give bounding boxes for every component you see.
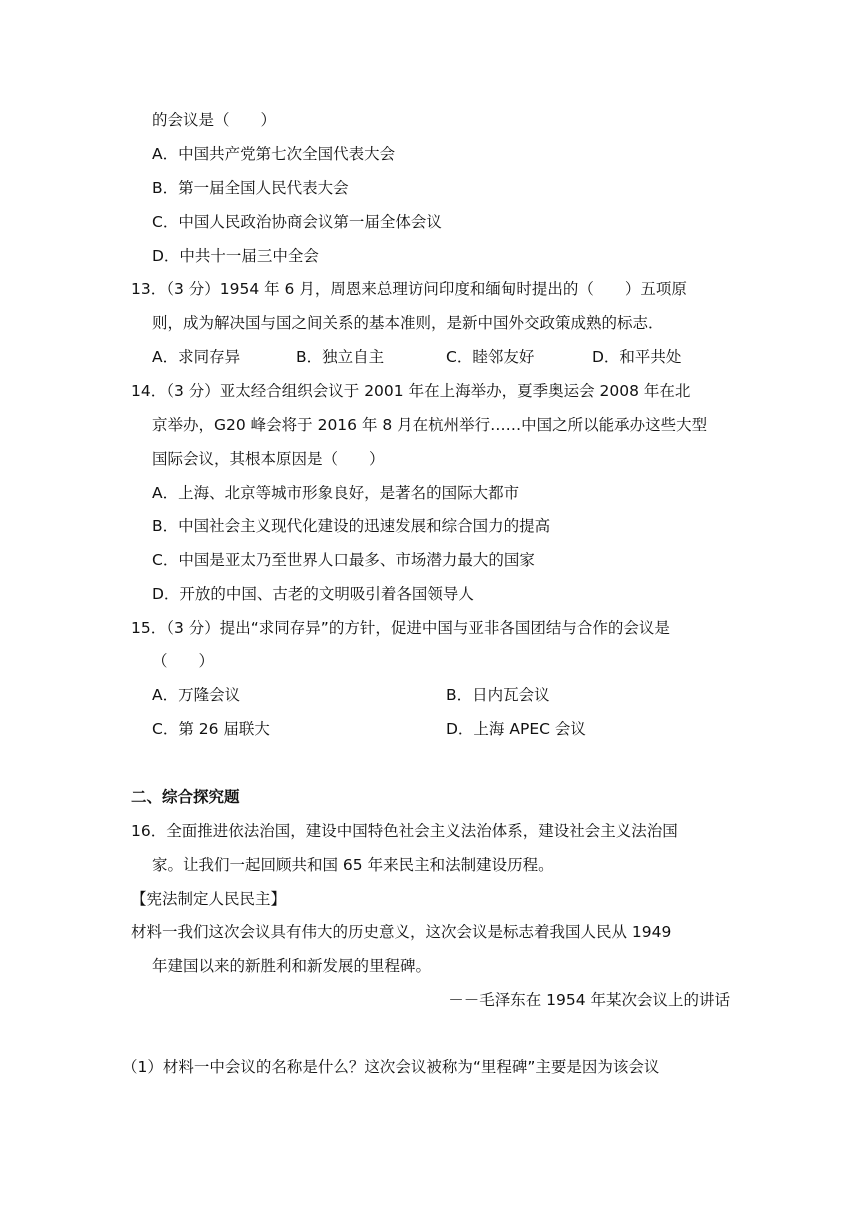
q16-attribution: －－毛泽东在 1954 年某次会议上的讲话 [448, 991, 730, 1009]
q15-option-a: A．万隆会议 [152, 686, 241, 704]
q14-option-b: B．中国社会主义现代化建设的迅速发展和综合国力的提高 [152, 517, 551, 535]
q15-option-b: B．日内瓦会议 [446, 686, 550, 704]
q15-stem-line-1: 15．（3 分）提出“求同存异”的方针，促进中国与亚非各国团结与合作的会议是 [131, 619, 670, 637]
q14-stem-line-2: 京举办，G20 峰会将于 2016 年 8 月在杭州举行……中国之所以能承办这些大型 [152, 416, 708, 434]
q12-option-d: D．中共十一届三中全会 [152, 247, 319, 265]
q12-stem-end: 的会议是（ ） [152, 111, 277, 129]
q16-stem-line-1: 16．全面推进依法治国，建设中国特色社会主义法治体系，建设社会主义法治国 [131, 822, 678, 840]
q12-option-b: B．第一届全国人民代表大会 [152, 179, 349, 197]
q13-option-a: A．求同存异 [152, 348, 241, 366]
q13-option-d: D．和平共处 [592, 348, 682, 366]
section-2-heading: 二、综合探究题 [131, 788, 240, 806]
q13-stem-line-2: 则，成为解决国与国之间关系的基本准则，是新中国外交政策成熟的标志． [152, 314, 664, 332]
q14-stem-line-1: 14．（3 分）亚太经合组织会议于 2001 年在上海举办，夏季奥运会 2008 年在北 [131, 382, 691, 400]
q13-stem-line-1: 13．（3 分）1954 年 6 月，周恩来总理访问印度和缅甸时提出的（ ）五项原 [131, 280, 687, 298]
q12-option-a: A．中国共产党第七次全国代表大会 [152, 145, 396, 163]
q16-material-line-2: 年建国以来的新胜利和新发展的里程碑。 [152, 957, 432, 975]
q12-option-c: C．中国人民政治协商会议第一届全体会议 [152, 213, 442, 231]
q14-stem-line-3: 国际会议，其根本原因是（ ） [152, 450, 385, 468]
q15-stem-line-2: （ ） [152, 652, 215, 670]
q15-option-c: C．第 26 届联大 [152, 720, 270, 738]
q16-stem-line-2: 家。让我们一起回顾共和国 65 年来民主和法制建设历程。 [152, 856, 554, 874]
q14-option-d: D．开放的中国、古老的文明吸引着各国领导人 [152, 585, 474, 603]
q15-option-d: D．上海 APEC 会议 [446, 720, 586, 738]
q16-subheading: 【宪法制定人民民主】 [131, 890, 287, 908]
q13-option-c: C．睦邻友好 [446, 348, 535, 366]
q14-option-a: A．上海、北京等城市形象良好，是著名的国际大都市 [152, 484, 520, 502]
q13-option-b: B．独立自主 [296, 348, 385, 366]
q14-option-c: C．中国是亚太乃至世界人口最多、市场潜力最大的国家 [152, 551, 535, 569]
q16-sub-question-1: （1）材料一中会议的名称是什么？这次会议被称为“里程碑”主要是因为该会议 [122, 1058, 660, 1076]
q16-material-line-1: 材料一我们这次会议具有伟大的历史意义，这次会议是标志着我国人民从 1949 [131, 923, 672, 941]
